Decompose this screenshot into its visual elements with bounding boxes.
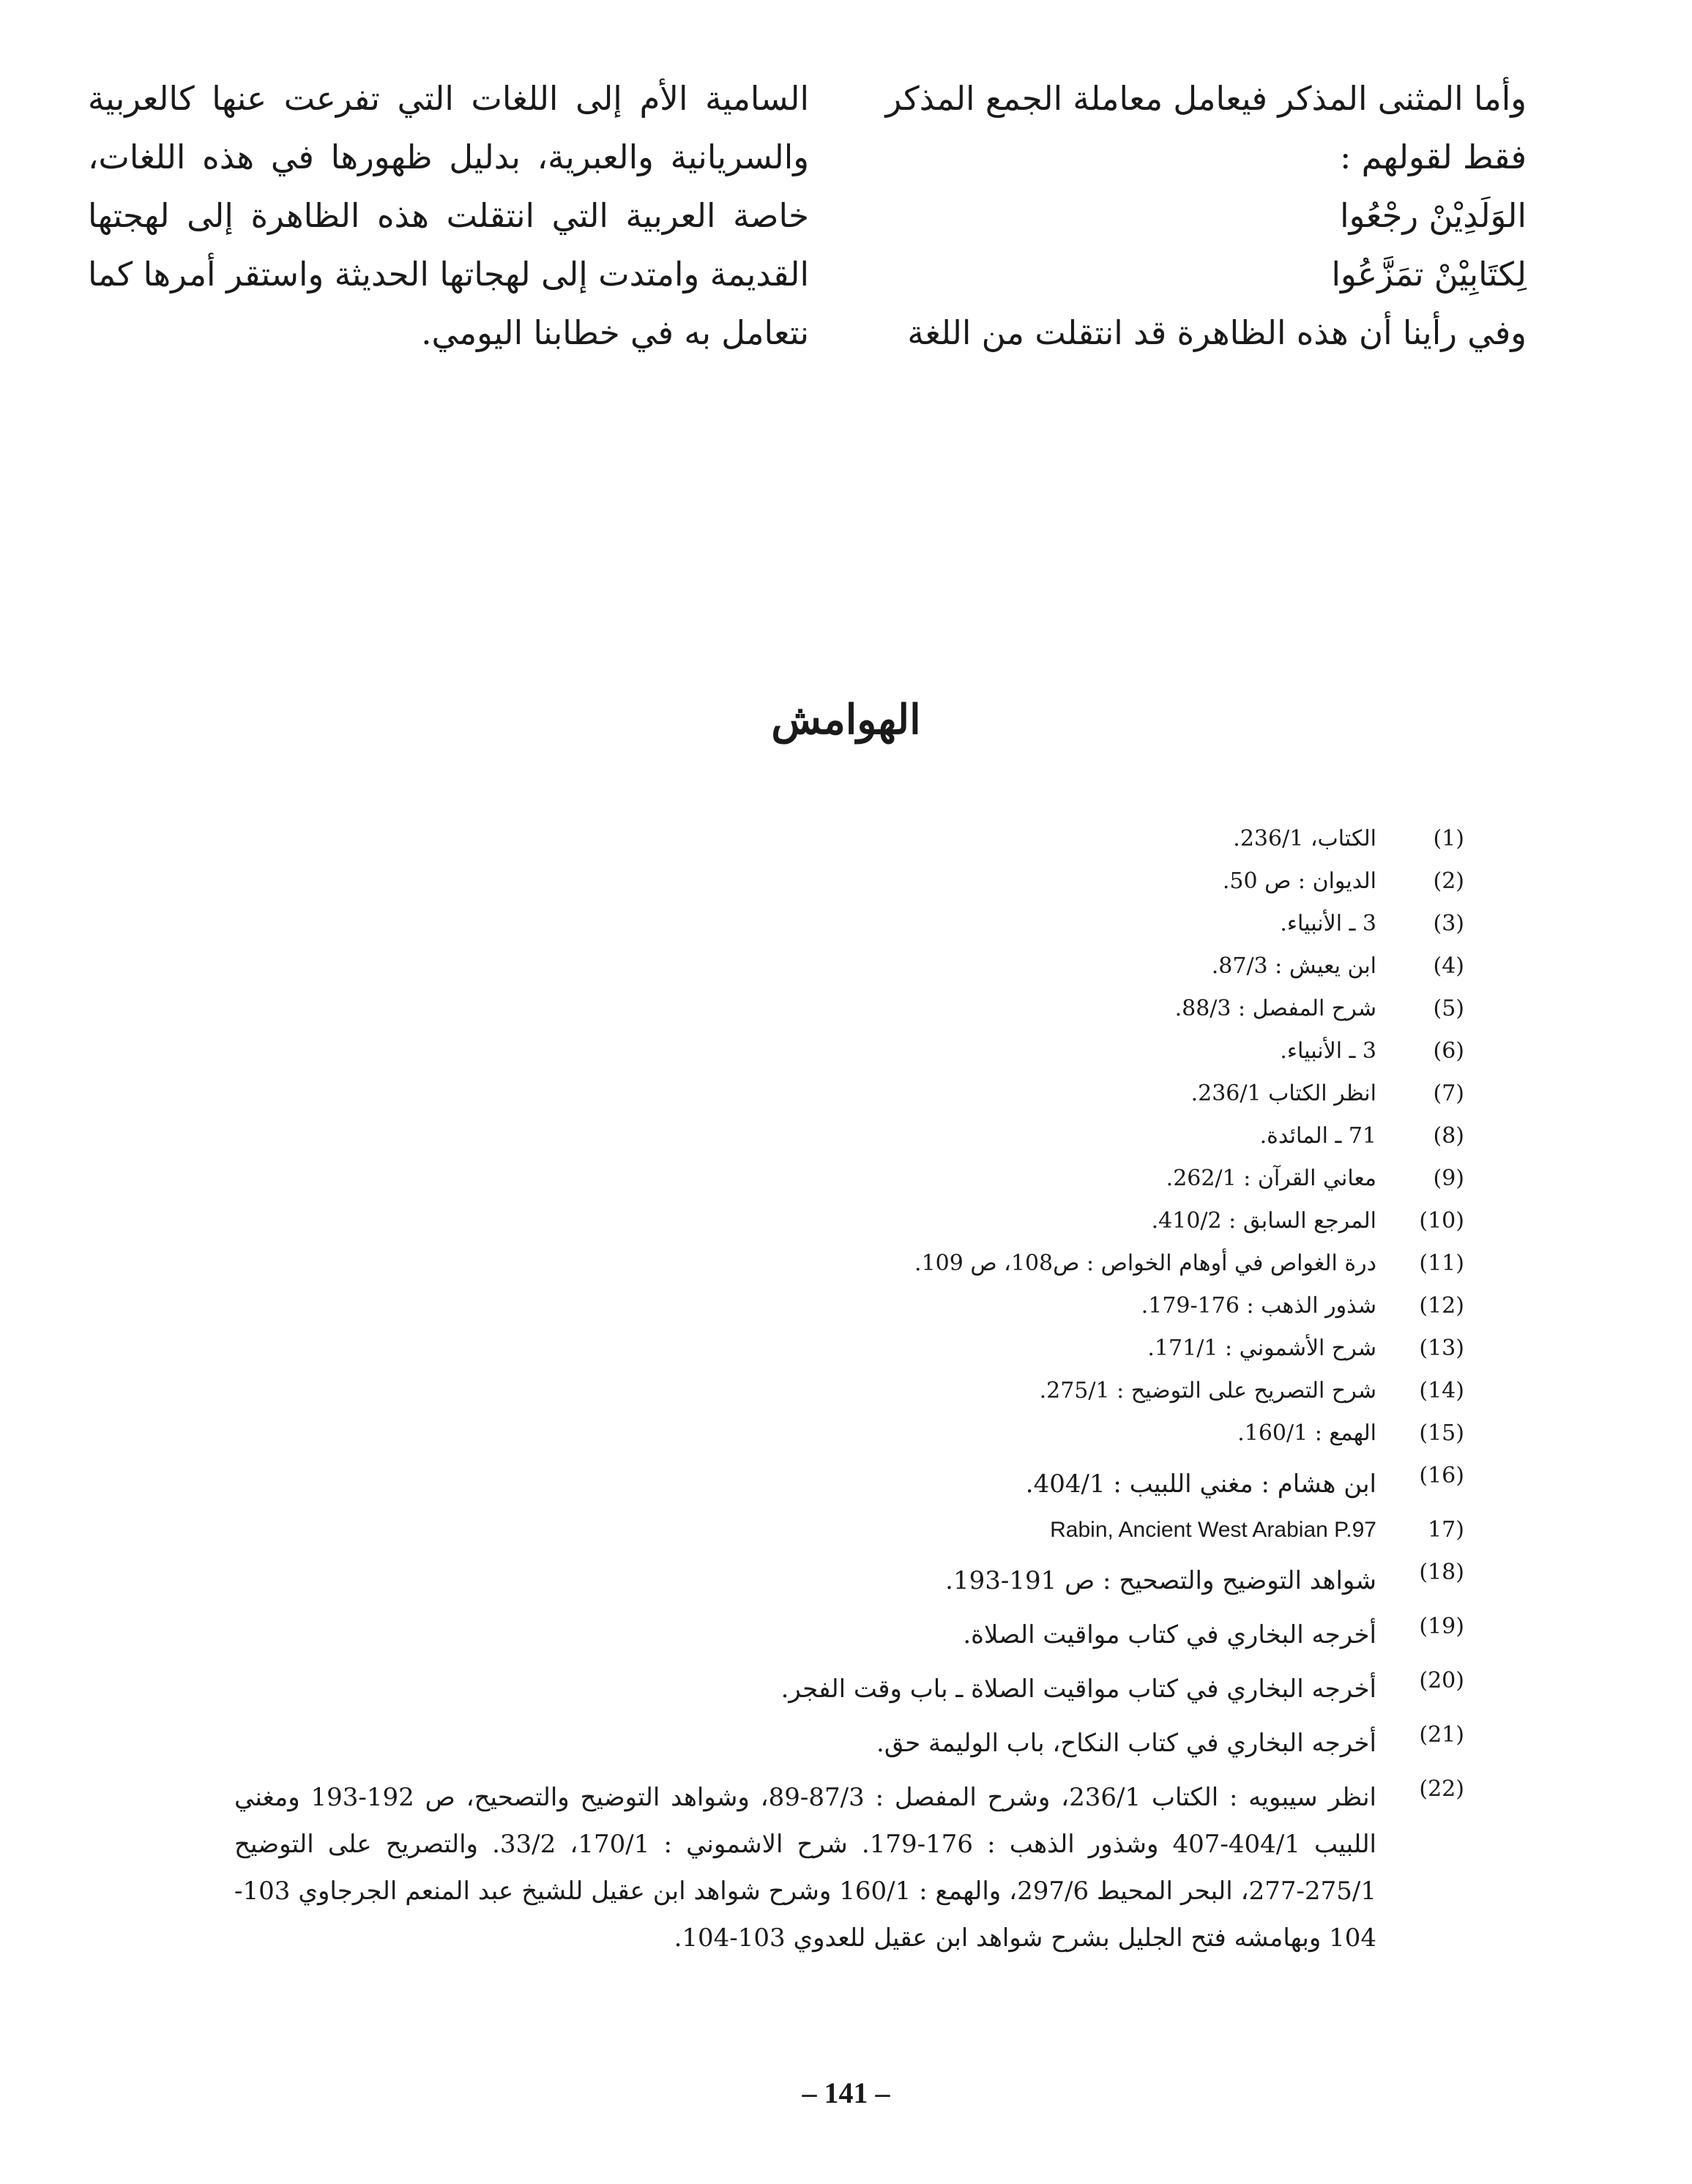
body-paragraph: السامية الأم إلى اللغات التي تفرعت عنها كالعربية والسريانية والعبرية، بدليل ظهورها في هذه اللغات، خاصة العربية التي انتقلت هذه الظاهرة إلى لهجتها القديمة وامتدت إلى لهجاتها الحديثة واستقر أمرها كما نتعامل به في خطابنا اليومي. xyxy=(88,79,809,352)
footnote-text: شذور الذهب : 176-179. xyxy=(1141,1293,1376,1319)
footnotes-list xyxy=(234,824,1464,1969)
body-right-column xyxy=(879,70,1527,362)
footnote-item xyxy=(234,1036,1464,1067)
body-line: وفي رأينا أن هذه الظاهرة قد انتقلت من اللغة xyxy=(907,313,1527,352)
footnote-number: (4) xyxy=(1433,953,1464,979)
body-line: فقط لقولهم : xyxy=(1340,138,1527,176)
body-left-column xyxy=(88,70,809,362)
footnote-number: (9) xyxy=(1433,1166,1464,1191)
footnote-number: (20) xyxy=(1419,1668,1464,1693)
footnote-item xyxy=(234,1418,1464,1449)
footnote-text: 71 ـ المائدة. xyxy=(1259,1123,1376,1149)
footnote-text: شواهد التوضيح والتصحيح : ص 191-193. xyxy=(945,1566,1376,1595)
footnote-number: (16) xyxy=(1419,1463,1464,1488)
footnote-item xyxy=(234,1461,1464,1507)
footnote-number: (3) xyxy=(1433,911,1464,936)
footnote-number: (18) xyxy=(1419,1559,1464,1585)
footnote-text: ابن هشام : مغني اللبيب : 404/1. xyxy=(1025,1469,1376,1499)
footnote-text: أخرجه البخاري في كتاب مواقيت الصلاة ـ باب وقت الفجر. xyxy=(780,1674,1376,1704)
footnote-number: (13) xyxy=(1419,1335,1464,1361)
footnote-item xyxy=(234,1333,1464,1364)
footnote-number: (19) xyxy=(1419,1614,1464,1639)
footnote-item xyxy=(234,1774,1464,1961)
body-line: وأما المثنى المذكر فيعامل معاملة الجمع المذكر xyxy=(885,79,1527,118)
footnote-item xyxy=(234,1376,1464,1406)
footnote-number: (21) xyxy=(1419,1722,1464,1748)
footnote-item xyxy=(234,1078,1464,1109)
footnote-text: المرجع السابق : 410/2. xyxy=(1151,1208,1376,1234)
footnote-item xyxy=(234,1557,1464,1604)
footnote-item xyxy=(234,1611,1464,1658)
footnote-number: (2) xyxy=(1433,868,1464,894)
verse-line: لِكتَابِيْنْ تمَزَّعُوا xyxy=(1331,255,1527,294)
footnote-text: ابن يعيش : 87/3. xyxy=(1211,953,1376,979)
footnote-text: Rabin, Ancient West Arabian P.97 xyxy=(1050,1518,1376,1542)
footnote-item xyxy=(234,866,1464,897)
footnote-item xyxy=(234,951,1464,982)
page-number: – 141 – xyxy=(802,2076,890,2109)
footnote-item xyxy=(234,1666,1464,1712)
footnote-text: شرح التصريح على التوضيح : 275/1. xyxy=(1039,1378,1376,1404)
footnote-text: شرح الأشموني : 171/1. xyxy=(1147,1335,1376,1361)
footnote-number: (8) xyxy=(1433,1123,1464,1149)
footnote-item xyxy=(234,1248,1464,1279)
footnote-text: الهمع : 160/1. xyxy=(1237,1420,1376,1446)
footnote-number: (5) xyxy=(1433,996,1464,1021)
footnote-text: درة الغواص في أوهام الخواص : ص108، ص 109. xyxy=(914,1251,1376,1276)
footnote-text: انظر الكتاب 236/1. xyxy=(1190,1081,1376,1106)
footnote-text: أخرجه البخاري في كتاب النكاح، باب الوليمة حق. xyxy=(876,1729,1376,1758)
footnote-item xyxy=(234,824,1464,854)
footnote-text: 3 ـ الأنبياء. xyxy=(1280,911,1376,936)
footnote-item xyxy=(234,909,1464,939)
footnotes-heading: الهوامش xyxy=(771,696,921,744)
footnote-number: (14) xyxy=(1419,1378,1464,1404)
footnote-number: (1) xyxy=(1433,826,1464,851)
footnote-item xyxy=(234,1163,1464,1194)
footnote-number: (10) xyxy=(1419,1208,1464,1234)
footnote-text: الديوان : ص 50. xyxy=(1222,868,1376,894)
footnote-text: أخرجه البخاري في كتاب مواقيت الصلاة. xyxy=(963,1620,1376,1650)
verse-line: الوَلَدِيْنْ رجْعُوا xyxy=(1340,196,1527,235)
footnote-item xyxy=(234,1291,1464,1322)
footnote-number: (15) xyxy=(1419,1420,1464,1446)
footnote-text: شرح المفصل : 88/3. xyxy=(1174,996,1376,1021)
footnote-item xyxy=(234,1206,1464,1237)
footnote-number: (7) xyxy=(1433,1081,1464,1106)
footnote-item xyxy=(234,1515,1464,1546)
footnote-number: (6) xyxy=(1433,1038,1464,1064)
footnote-item xyxy=(234,1720,1464,1767)
footnote-text: 3 ـ الأنبياء. xyxy=(1280,1038,1376,1064)
footnote-number: (17 xyxy=(1428,1517,1464,1543)
footnote-number: (12) xyxy=(1419,1293,1464,1319)
footnote-item xyxy=(234,1121,1464,1152)
footnote-text: انظر سيبويه : الكتاب 236/1، وشرح المفصل : 87/3-89، وشواهد التوضيح والتصحيح، ص 192-193 ومغني اللبيب 404/1-407 وشذور الذهب : 176-179. شرح الاشموني : 170/1، 33/2. والتصريح على التوضيح 275/1-277، البحر المحيط 297/6، والهمع : 160/1 وشرح شواهد ابن عقيل للشيخ عبد المنعم الجرجاوي 103-104 وبهامشه فتح الجليل بشرح شواهد ابن عقيل للعدوي 103-104. xyxy=(234,1783,1376,1953)
footnote-item xyxy=(234,994,1464,1024)
footnote-number: (22) xyxy=(1419,1776,1464,1802)
footnote-number: (11) xyxy=(1419,1251,1464,1276)
footnote-text: الكتاب، 236/1. xyxy=(1233,826,1376,851)
footnote-text: معاني القرآن : 262/1. xyxy=(1166,1166,1376,1191)
